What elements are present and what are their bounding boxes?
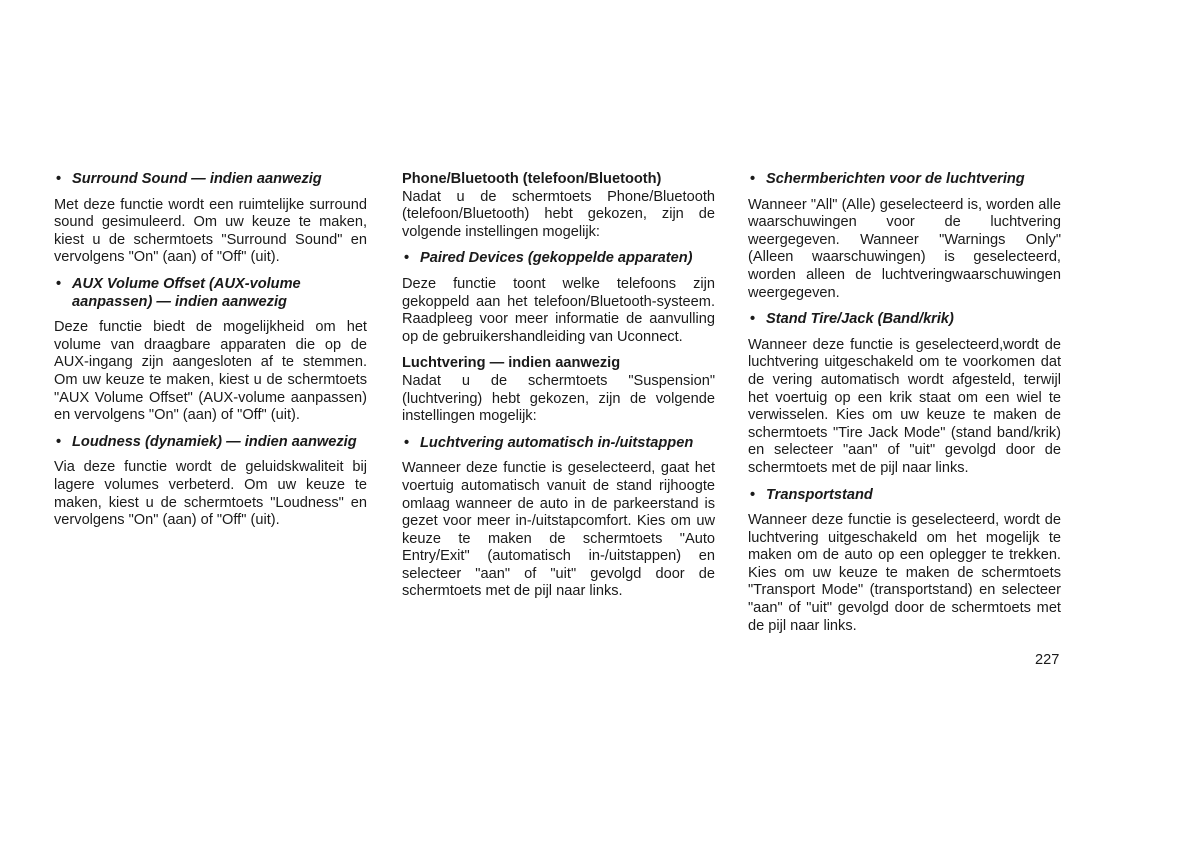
heading-transportstand: [748, 487, 1061, 505]
heading-luchtvering: Luchtvering — indien aanwezig: [402, 355, 621, 372]
heading-loudness: [54, 434, 367, 452]
bullet-icon: •: [404, 434, 410, 451]
heading-stand-tire-jack: [748, 311, 1061, 329]
heading-text: Luchtvering automatisch in-/uitstappen: [420, 434, 694, 451]
bullet-icon: •: [750, 171, 756, 187]
paragraph-loudness: Via deze functie wordt de geluidskwaliteit bij lagere volumes verbeterd. Om uw keuze te maken, kiest u de schermtoets "Loudness" en vervolgens "On" (aan) of "Off" (uit).: [54, 459, 367, 529]
bullet-icon: •: [56, 275, 62, 292]
bullet-icon: •: [56, 171, 62, 187]
heading-surround-sound: [54, 171, 367, 189]
heading-text: AUX Volume Offset (AUX-volume aanpassen) — indien aanwezig: [72, 275, 301, 310]
heading-text: Loudness (dynamiek) — indien aanwezig: [72, 433, 357, 450]
heading-schermberichten: [748, 171, 1061, 189]
heading-paired-devices: [402, 250, 715, 268]
heading-text: Transportstand: [766, 486, 873, 503]
column-left: [54, 171, 367, 539]
bullet-icon: •: [750, 486, 756, 503]
bullet-icon: •: [56, 433, 62, 450]
paragraph-surround-sound: Met deze functie wordt een ruimtelijke surround sound gesimuleerd. Om uw keuze te maken, kiest u de schermtoets "Surround Sound" en vervolgens "On" (aan) of "Off" (uit).: [54, 196, 367, 266]
bullet-icon: •: [404, 250, 410, 267]
paragraph-paired-devices: Deze functie toont welke telefoons zijn gekoppeld aan het telefoon/Bluetooth-systeem. Raadpleeg voor meer informatie de aanvulling op de gebruikershandleiding van Uconnect.: [402, 275, 715, 345]
heading-text: Schermberichten voor de luchtvering: [766, 171, 1025, 187]
heading-text: Paired Devices (gekoppelde apparaten): [420, 250, 693, 267]
heading-phone-bluetooth: Phone/Bluetooth (telefoon/Bluetooth): [402, 171, 662, 187]
heading-aux-volume-offset: [54, 276, 367, 311]
column-right: [748, 171, 1061, 644]
column-middle: [402, 171, 715, 610]
page-number: 227: [1035, 652, 1060, 668]
paragraph-phone-bluetooth: Nadat u de schermtoets Phone/Bluetooth (telefoon/Bluetooth) hebt gekozen, zijn de volgende instellingen mogelijk:: [402, 188, 715, 240]
heading-text: Stand Tire/Jack (Band/krik): [766, 311, 954, 328]
paragraph-stand-tire-jack: Wanneer deze functie is geselecteerd,wordt de luchtvering uitgeschakeld om te voorkomen dat de vering automatisch wordt afgesteld, terwijl het voertuig op een krik staat om een wiel te verwisselen. Kies om uw keuze te maken de schermtoets "Tire Jack Mode" (stand band/krik) en selecteer "aan" of "uit" gevolgd door de schermtoets met de pijl naar links.: [748, 336, 1061, 476]
bullet-icon: •: [750, 311, 756, 328]
paragraph-luchtvering: Nadat u de schermtoets "Suspension" (luchtvering) hebt gekozen, zijn de volgende instellingen mogelijk:: [402, 372, 715, 425]
paragraph-schermberichten: Wanneer "All" (Alle) geselecteerd is, worden alle waarschuwingen voor de luchtvering weergegeven. Wanneer "Warnings Only" (Alleen waarschuwingen) is geselecteerd, worden alleen de luchtveringwaarschuwingen weergegeven.: [748, 196, 1061, 301]
paragraph-auto-entry-exit: Wanneer deze functie is geselecteerd, gaat het voertuig automatisch vanuit de stand rijhoogte omlaag wanneer de auto in de parkeerstand is gezet voor meer in-/uitstapcomfort. Kies om uw keuze te maken de schermtoets "Auto Entry/Exit" (automatisch in-/uitstappen) en selecteer "aan" of "uit" gevolgd door de schermtoets met de pijl naar links.: [402, 460, 715, 600]
heading-auto-entry-exit: [402, 435, 715, 453]
paragraph-transportstand: Wanneer deze functie is geselecteerd, wordt de luchtvering uitgeschakeld om het mogelijk te maken om de auto op een oplegger te trekken. Kies om uw keuze te maken de schermtoets "Transport Mode" (transportstand) en selecteer "aan" of "uit" gevolgd door de schermtoets met de pijl naar links.: [748, 512, 1061, 634]
heading-text: Surround Sound — indien aanwezig: [72, 171, 322, 187]
paragraph-aux-volume-offset: Deze functie biedt de mogelijkheid om het volume van draagbare apparaten die op de AUX-ingang zijn aangesloten af te stemmen. Om uw keuze te maken, kiest u de schermtoets "AUX Volume Offset" (AUX-volume aanpassen) en vervolgens "On" (aan) of "Off" (uit).: [54, 319, 367, 424]
